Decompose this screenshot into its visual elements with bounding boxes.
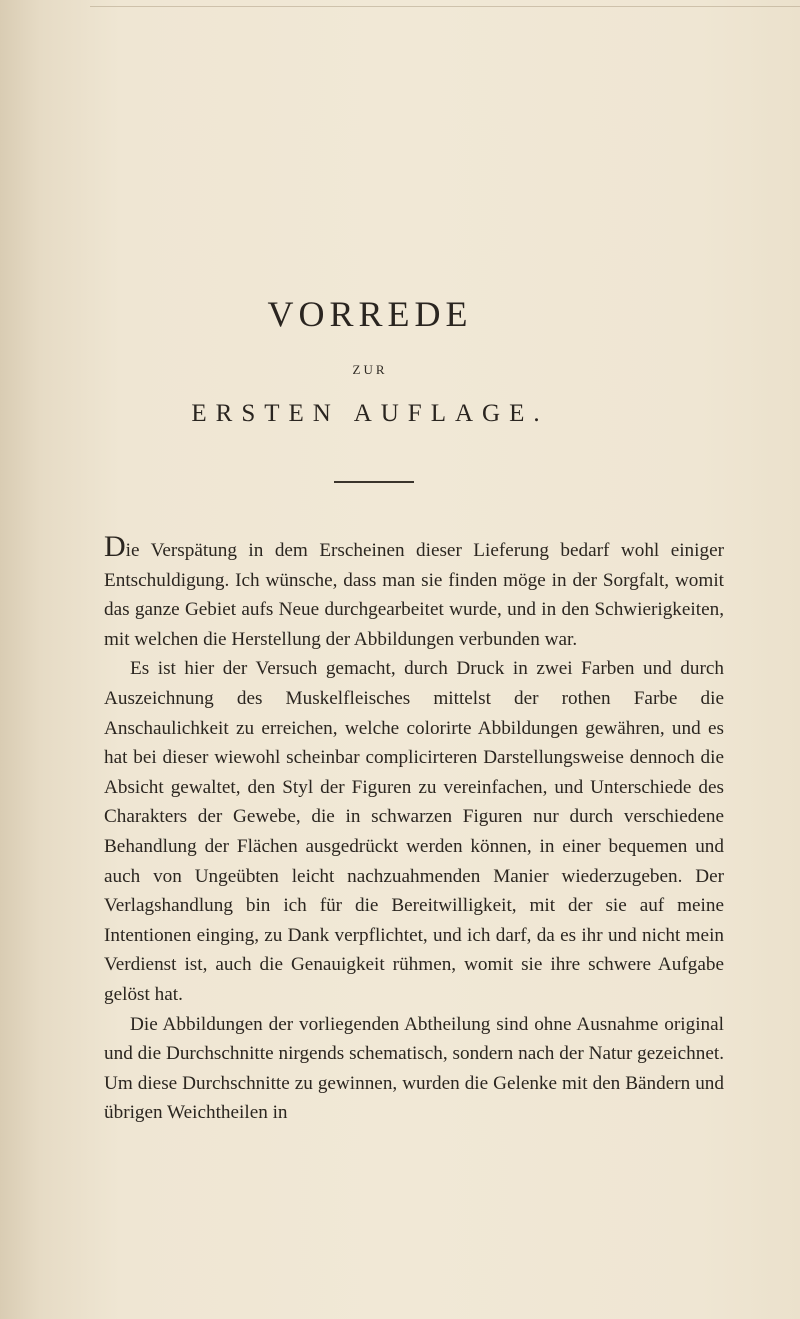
title-divider	[334, 481, 414, 483]
initial-letter: D	[104, 530, 126, 563]
page-edge-rule	[90, 6, 800, 7]
preface-body	[104, 530, 724, 1128]
page-title: VORREDE	[267, 294, 473, 334]
paragraph-3: Die Abbildungen der vorliegenden Abtheilung sind ohne Ausnahme original und die Durchschnitte nirgends schematisch, sondern nach der Natur gezeichnet. Um diese Durchschnitte zu gewinnen, wurden die Gelenke mit den Bändern und übrigen Weichtheilen in	[104, 1013, 724, 1124]
title-connector: ZUR	[352, 362, 388, 377]
edition-title: ERSTEN AUFLAGE.	[191, 400, 549, 427]
paragraph-2: Es ist hier der Versuch gemacht, durch Druck in zwei Farben und durch Auszeichnung des Muskelfleisches mittelst der rothen Farbe die Anschaulichkeit zu erreichen, welche colorirte Abbildungen gewähren, und es hat bei dieser wiewohl scheinbar complicirteren Darstellungsweise dennoch die Absicht gewaltet, den Styl der Figuren zu vereinfachen, und Unterschiede des Charakters der Gewebe, die in schwarzen Figuren nur durch verschiedene Behandlung der Flächen ausgedrückt werden können, in einer bequemen und auch von Ungeübten leicht nachzuahmenden Manier wiederzugeben. Der Verlagshandlung bin ich für die Bereitwilligkeit, mit der sie auf meine Intentionen einging, zu Dank verpflichtet, und ich darf, da es ihr und nicht mein Verdienst ist, auch die Genauigkeit rühmen, womit sie ihre schwere Aufgabe gelöst hat.	[104, 658, 724, 1005]
paragraph-1	[104, 530, 724, 654]
paragraph-1-text: ie Verspätung in dem Erscheinen dieser Lieferung bedarf wohl einiger Entschuldigung. Ich wünsche, dass man sie finden möge in der Sorgfalt, womit das ganze Gebiet aufs Neue durchgearbeitet wurde, und in den Schwierigkeiten, mit welchen die Herstellung der Abbildungen verbunden war.	[104, 540, 724, 650]
